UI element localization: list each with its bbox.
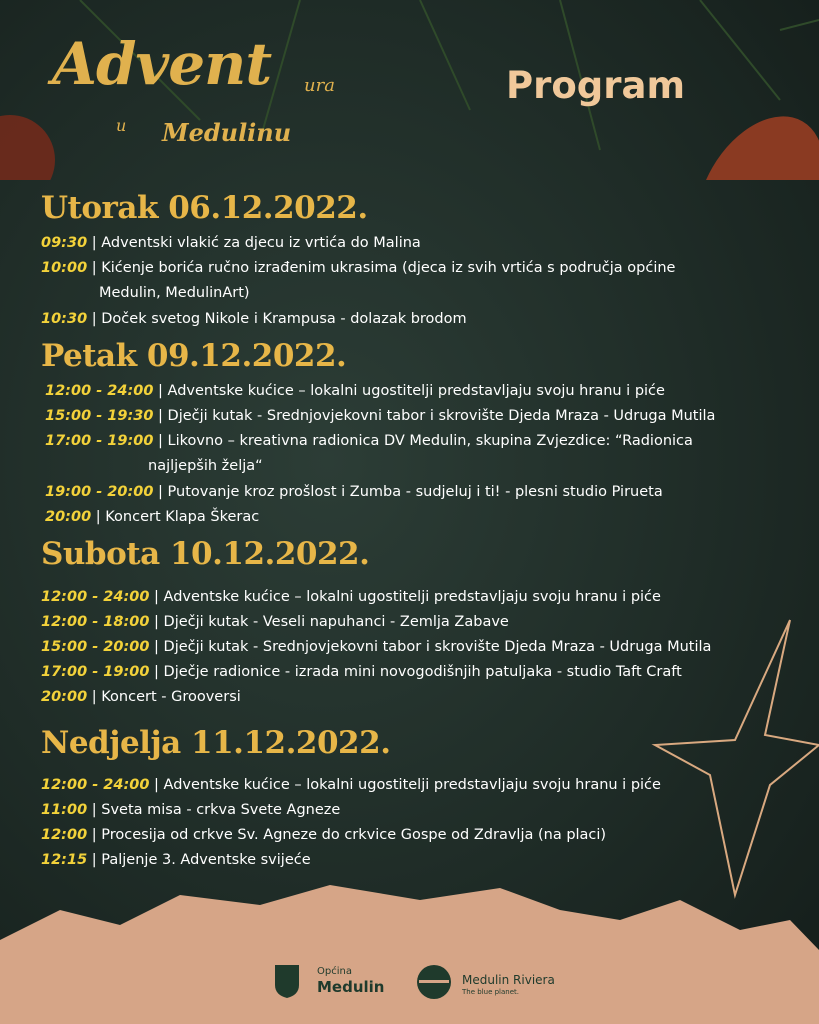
schedule-item [41,685,241,710]
separator: | [154,589,159,605]
riviera-name: Medulin Riviera [462,973,555,987]
event-description: Dječji kutak - Veseli napuhanci - Zemlja Zabave [163,614,509,630]
schedule-item [41,585,661,610]
separator: | [154,639,159,655]
event-description: Sveta misa - crkva Svete Agneze [101,802,341,818]
schedule-item [41,635,711,660]
schedule-item [45,429,693,479]
riviera-slogan: The blue planet. [462,988,519,996]
day-heading: Petak 09.12.2022. [41,338,347,374]
schedule-item [41,610,509,635]
event-description: Koncert Klapa Škerac [105,509,260,525]
event-description: Dječji kutak - Srednjovjekovni tabor i skrovište Djeda Mraza - Udruga Mutila [163,639,712,655]
event-time: 20:00 [41,689,88,705]
event-time: 12:00 - 24:00 [45,383,154,399]
separator: | [91,689,97,705]
schedule-item [45,404,715,429]
separator: | [158,433,163,449]
day-heading: Nedjelja 11.12.2022. [41,725,391,761]
schedule-item [45,379,665,404]
separator: | [154,777,159,793]
medulin-riviera-logo-icon [415,963,453,1001]
schedule-item [41,231,421,256]
event-description: Procesija od crkve Sv. Agneze do crkvice Gospe od Zdravlja (na placi) [101,827,607,843]
separator: | [91,802,97,818]
separator: | [91,311,97,327]
event-time: 17:00 - 19:00 [45,433,154,449]
separator: | [158,383,163,399]
pine-cone [670,94,819,180]
event-description: Putovanje kroz prošlost i Zumba - sudjeluj i ti! - plesni studio Pirueta [167,484,663,500]
separator: | [154,664,159,680]
separator: | [95,509,101,525]
event-time: 15:00 - 19:30 [45,408,154,424]
separator: | [158,484,163,500]
schedule-item [45,480,663,505]
separator: | [91,260,97,276]
event-time: 12:15 [41,852,88,868]
event-description: Likovno – kreativna radionica DV Medulin, skupina Zvjezdice: “Radionica [167,433,693,449]
municipality-name: Medulin [317,978,385,996]
page-title: Program [506,64,686,107]
event-time: 17:00 - 19:00 [41,664,150,680]
event-time: 11:00 [41,802,88,818]
event-description: Dječji kutak - Srednjovjekovni tabor i skrovište Djeda Mraza - Udruga Mutila [167,408,716,424]
event-description: Koncert - Grooversi [101,689,241,705]
schedule-item [41,307,467,332]
ornament-ball [0,115,55,180]
municipality-label-small: Općina [317,966,352,977]
advent-logo: Advent ura u Medulinu [52,30,335,147]
day-heading: Subota 10.12.2022. [41,536,370,572]
event-description: Adventski vlakić za djecu iz vrtića do Malina [101,235,421,251]
event-description-continued: Medulin, MedulinArt) [99,285,250,301]
torn-paper-footer [0,880,819,1024]
event-time: 10:30 [41,311,88,327]
separator: | [91,235,97,251]
event-time: 20:00 [45,509,92,525]
event-time: 19:00 - 20:00 [45,484,154,500]
separator: | [91,852,97,868]
event-description: Dječje radionice - izrada mini novogodišnjih patuljaka - studio Taft Craft [163,664,682,680]
schedule-item [41,660,682,685]
event-time: 12:00 [41,827,88,843]
event-time: 09:30 [41,235,88,251]
schedule-item [41,256,675,306]
event-description: Adventske kućice – lokalni ugostitelji predstavljaju svoju hranu i piće [167,383,665,399]
event-description: Kićenje borića ručno izrađenim ukrasima (djeca iz svih vrtića s područja općine [101,260,676,276]
event-time: 12:00 - 24:00 [41,777,150,793]
schedule-item [45,505,259,530]
separator: | [91,827,97,843]
event-time: 12:00 - 18:00 [41,614,150,630]
event-description: Adventske kućice – lokalni ugostitelji predstavljaju svoju hranu i piće [163,777,661,793]
separator: | [158,408,163,424]
event-time: 12:00 - 24:00 [41,589,150,605]
event-time: 15:00 - 20:00 [41,639,150,655]
event-time: 10:00 [41,260,88,276]
event-description: Doček svetog Nikole i Krampusa - dolazak brodom [101,311,467,327]
medulin-coat-of-arms-icon [273,963,301,999]
schedule-item [41,773,661,798]
event-description: Paljenje 3. Adventske svijeće [101,852,311,868]
schedule-item [41,848,311,873]
schedule-item [41,823,606,848]
separator: | [154,614,159,630]
day-heading: Utorak 06.12.2022. [41,190,368,226]
schedule-item [41,798,340,823]
event-description: Adventske kućice – lokalni ugostitelji predstavljaju svoju hranu i piće [163,589,661,605]
event-description-continued: najljepših želja“ [148,458,263,474]
